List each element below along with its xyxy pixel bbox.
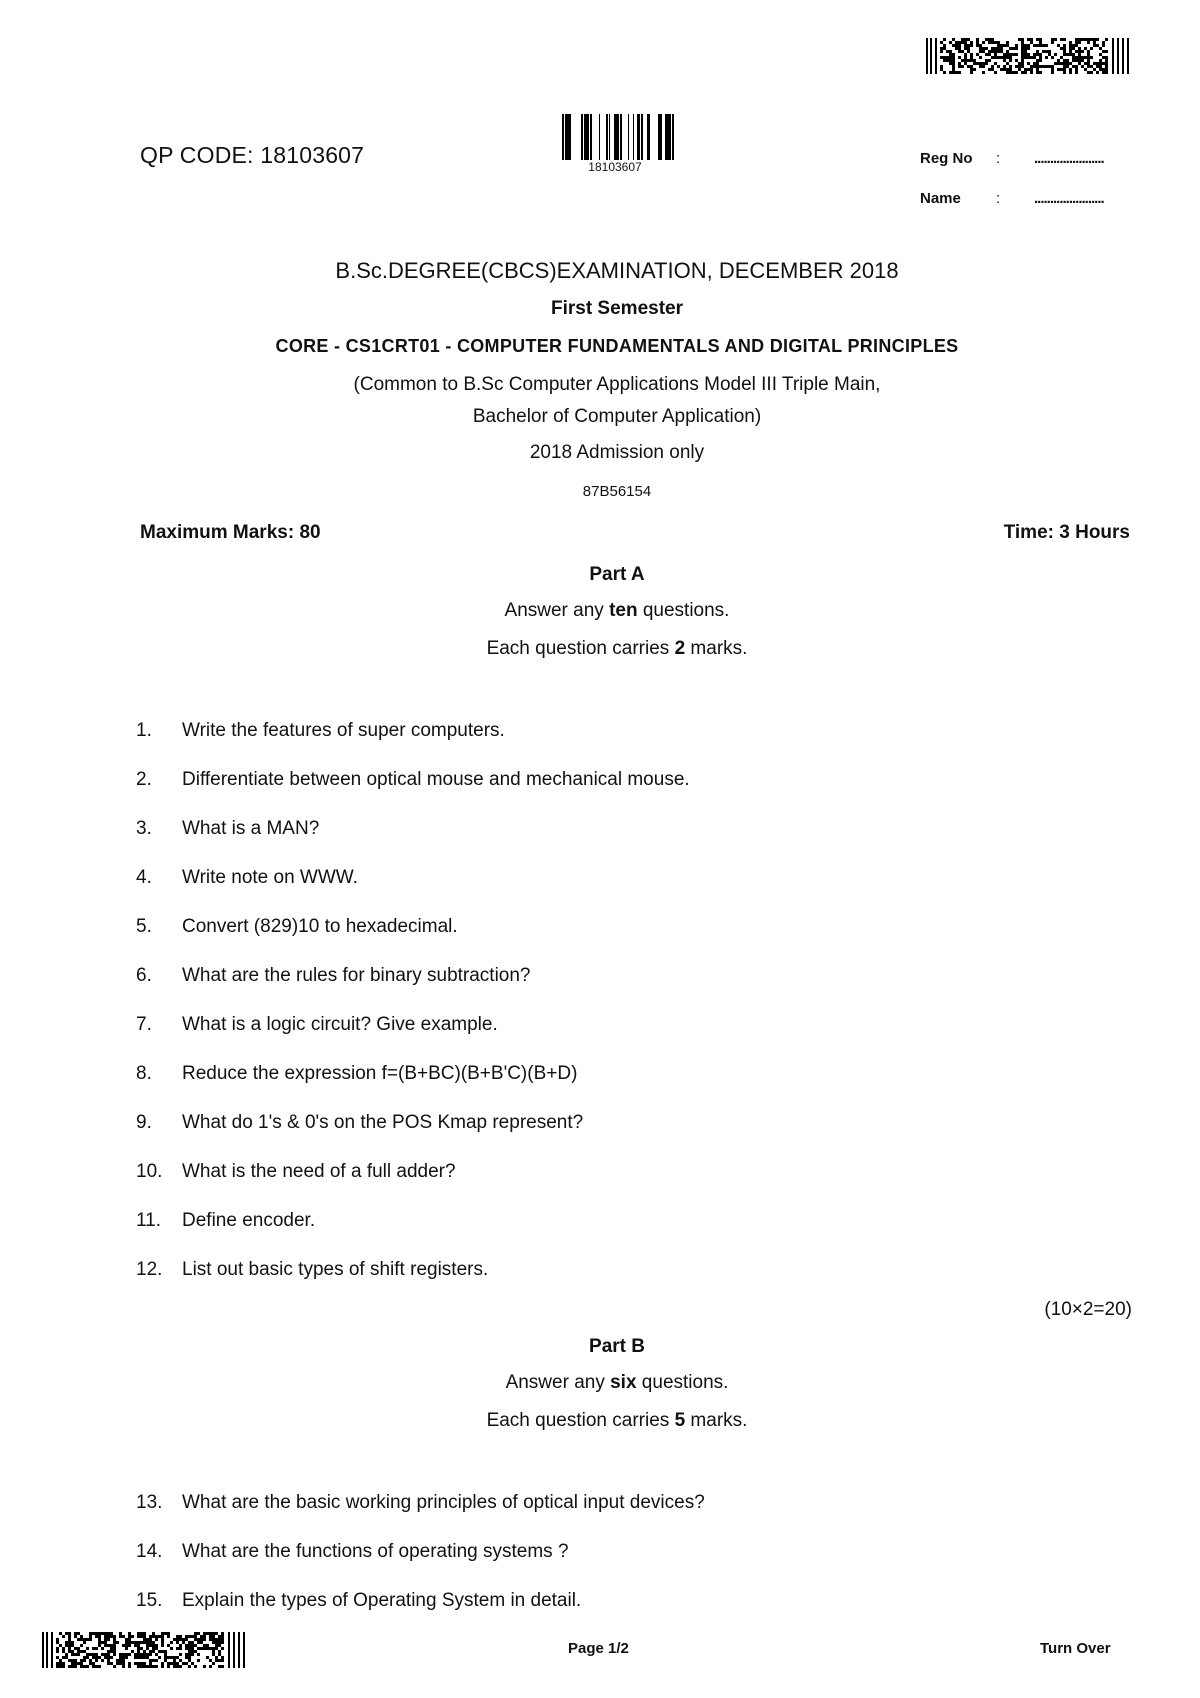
- maximum-marks: Maximum Marks: 80: [140, 522, 321, 543]
- question-text: What are the functions of operating systems ?: [182, 1541, 569, 1562]
- part-a-instr2-pre: Each question carries: [486, 638, 675, 659]
- barcode-number: 18103607: [588, 160, 642, 174]
- question-number: 1.: [136, 720, 152, 741]
- qp-code: QP CODE: 18103607: [140, 142, 365, 168]
- question-5: [136, 916, 458, 938]
- part-a-instruction-2: [0, 638, 1200, 660]
- question-8: [136, 1063, 577, 1085]
- question-text: What is the need of a full adder?: [182, 1161, 456, 1182]
- part-b-instr1-pre: Answer any: [505, 1372, 611, 1393]
- question-text: Reduce the expression f=(B+BC)(B+B'C)(B+D): [182, 1063, 578, 1084]
- question-number: 9.: [136, 1112, 152, 1133]
- question-number: 5.: [136, 916, 152, 937]
- question-text: Convert (829)10 to hexadecimal.: [182, 916, 458, 937]
- question-number: 12.: [136, 1259, 163, 1280]
- question-number: 14.: [136, 1541, 163, 1562]
- question-text: What are the basic working principles of optical input devices?: [182, 1492, 705, 1513]
- turn-over: Turn Over: [1040, 1640, 1111, 1657]
- question-number: 10.: [136, 1161, 163, 1182]
- question-6: [136, 965, 531, 987]
- question-text: Write note on WWW.: [182, 867, 358, 888]
- part-a-instruction-1: [0, 600, 1200, 622]
- part-b-instr1-post: questions.: [636, 1372, 729, 1393]
- question-4: [136, 867, 358, 889]
- question-text: Write the features of super computers.: [182, 720, 505, 741]
- question-text: List out basic types of shift registers.: [182, 1259, 489, 1280]
- question-number: 3.: [136, 818, 152, 839]
- exam-title: B.Sc.DEGREE(CBCS)EXAMINATION, DECEMBER 2018: [335, 258, 899, 283]
- question-number: 2.: [136, 769, 152, 790]
- top-right-barcode: [926, 38, 1130, 74]
- question-number: 15.: [136, 1590, 163, 1611]
- reg-no-blank: ......................: [1034, 150, 1104, 167]
- part-b-instruction-2: [0, 1410, 1200, 1432]
- part-a-instr2-bold: 2: [674, 638, 686, 659]
- page-number: Page 1/2: [568, 1640, 629, 1657]
- question-number: 8.: [136, 1063, 152, 1084]
- name-label: Name: [920, 190, 961, 207]
- question-2: [136, 769, 690, 791]
- qp-barcode: [558, 114, 674, 160]
- question-text: What do 1's & 0's on the POS Kmap represent?: [182, 1112, 584, 1133]
- semester: First Semester: [550, 298, 683, 319]
- question-number: 6.: [136, 965, 152, 986]
- question-14: [136, 1541, 569, 1563]
- common-to-line-2: Bachelor of Computer Application): [472, 406, 762, 427]
- question-number: 11.: [136, 1210, 162, 1231]
- part-b-instr2-pre: Each question carries: [486, 1410, 675, 1431]
- part-a-instr1-bold: ten: [609, 600, 638, 621]
- question-1: [136, 720, 505, 742]
- question-13: [136, 1492, 705, 1514]
- paper-code: 87B56154: [582, 483, 652, 500]
- course-title: CORE - CS1CRT01 - COMPUTER FUNDAMENTALS AND DIGITAL PRINCIPLES: [275, 336, 959, 356]
- question-12: [136, 1259, 488, 1281]
- question-7: [136, 1014, 498, 1036]
- part-a-instr2-post: marks.: [685, 638, 748, 659]
- question-text: What is a logic circuit? Give example.: [182, 1014, 498, 1035]
- name-colon: :: [996, 190, 1001, 207]
- exam-time: Time: 3 Hours: [1003, 522, 1130, 543]
- question-15: [136, 1590, 581, 1612]
- bottom-left-barcode: [42, 1632, 246, 1668]
- question-10: [136, 1161, 456, 1183]
- question-number: 7.: [136, 1014, 152, 1035]
- part-a-instr1-post: questions.: [637, 600, 730, 621]
- part-a-marks-summary: (10×2=20): [1044, 1299, 1132, 1320]
- question-text: Define encoder.: [182, 1210, 316, 1231]
- question-number: 4.: [136, 867, 152, 888]
- part-a-instr1-pre: Answer any: [504, 600, 610, 621]
- question-9: [136, 1112, 583, 1134]
- question-text: What are the rules for binary subtraction?: [182, 965, 531, 986]
- part-a-heading: Part A: [589, 564, 645, 585]
- question-text: Explain the types of Operating System in detail.: [182, 1590, 582, 1611]
- part-b-instr1-bold: six: [610, 1372, 637, 1393]
- question-3: [136, 818, 319, 840]
- reg-no-label: Reg No: [920, 150, 973, 167]
- admission-note: 2018 Admission only: [529, 442, 705, 463]
- question-number: 13.: [136, 1492, 163, 1513]
- part-b-instruction-1: [0, 1372, 1200, 1394]
- part-b-instr2-bold: 5: [674, 1410, 686, 1431]
- part-b-instr2-post: marks.: [685, 1410, 748, 1431]
- question-text: What is a MAN?: [182, 818, 320, 839]
- reg-no-colon: :: [996, 150, 1001, 167]
- name-blank: ......................: [1034, 190, 1104, 207]
- question-11: [136, 1210, 315, 1232]
- part-b-heading: Part B: [589, 1336, 645, 1357]
- question-text: Differentiate between optical mouse and mechanical mouse.: [182, 769, 690, 790]
- common-to-line-1: (Common to B.Sc Computer Applications Model III Triple Main,: [353, 374, 881, 395]
